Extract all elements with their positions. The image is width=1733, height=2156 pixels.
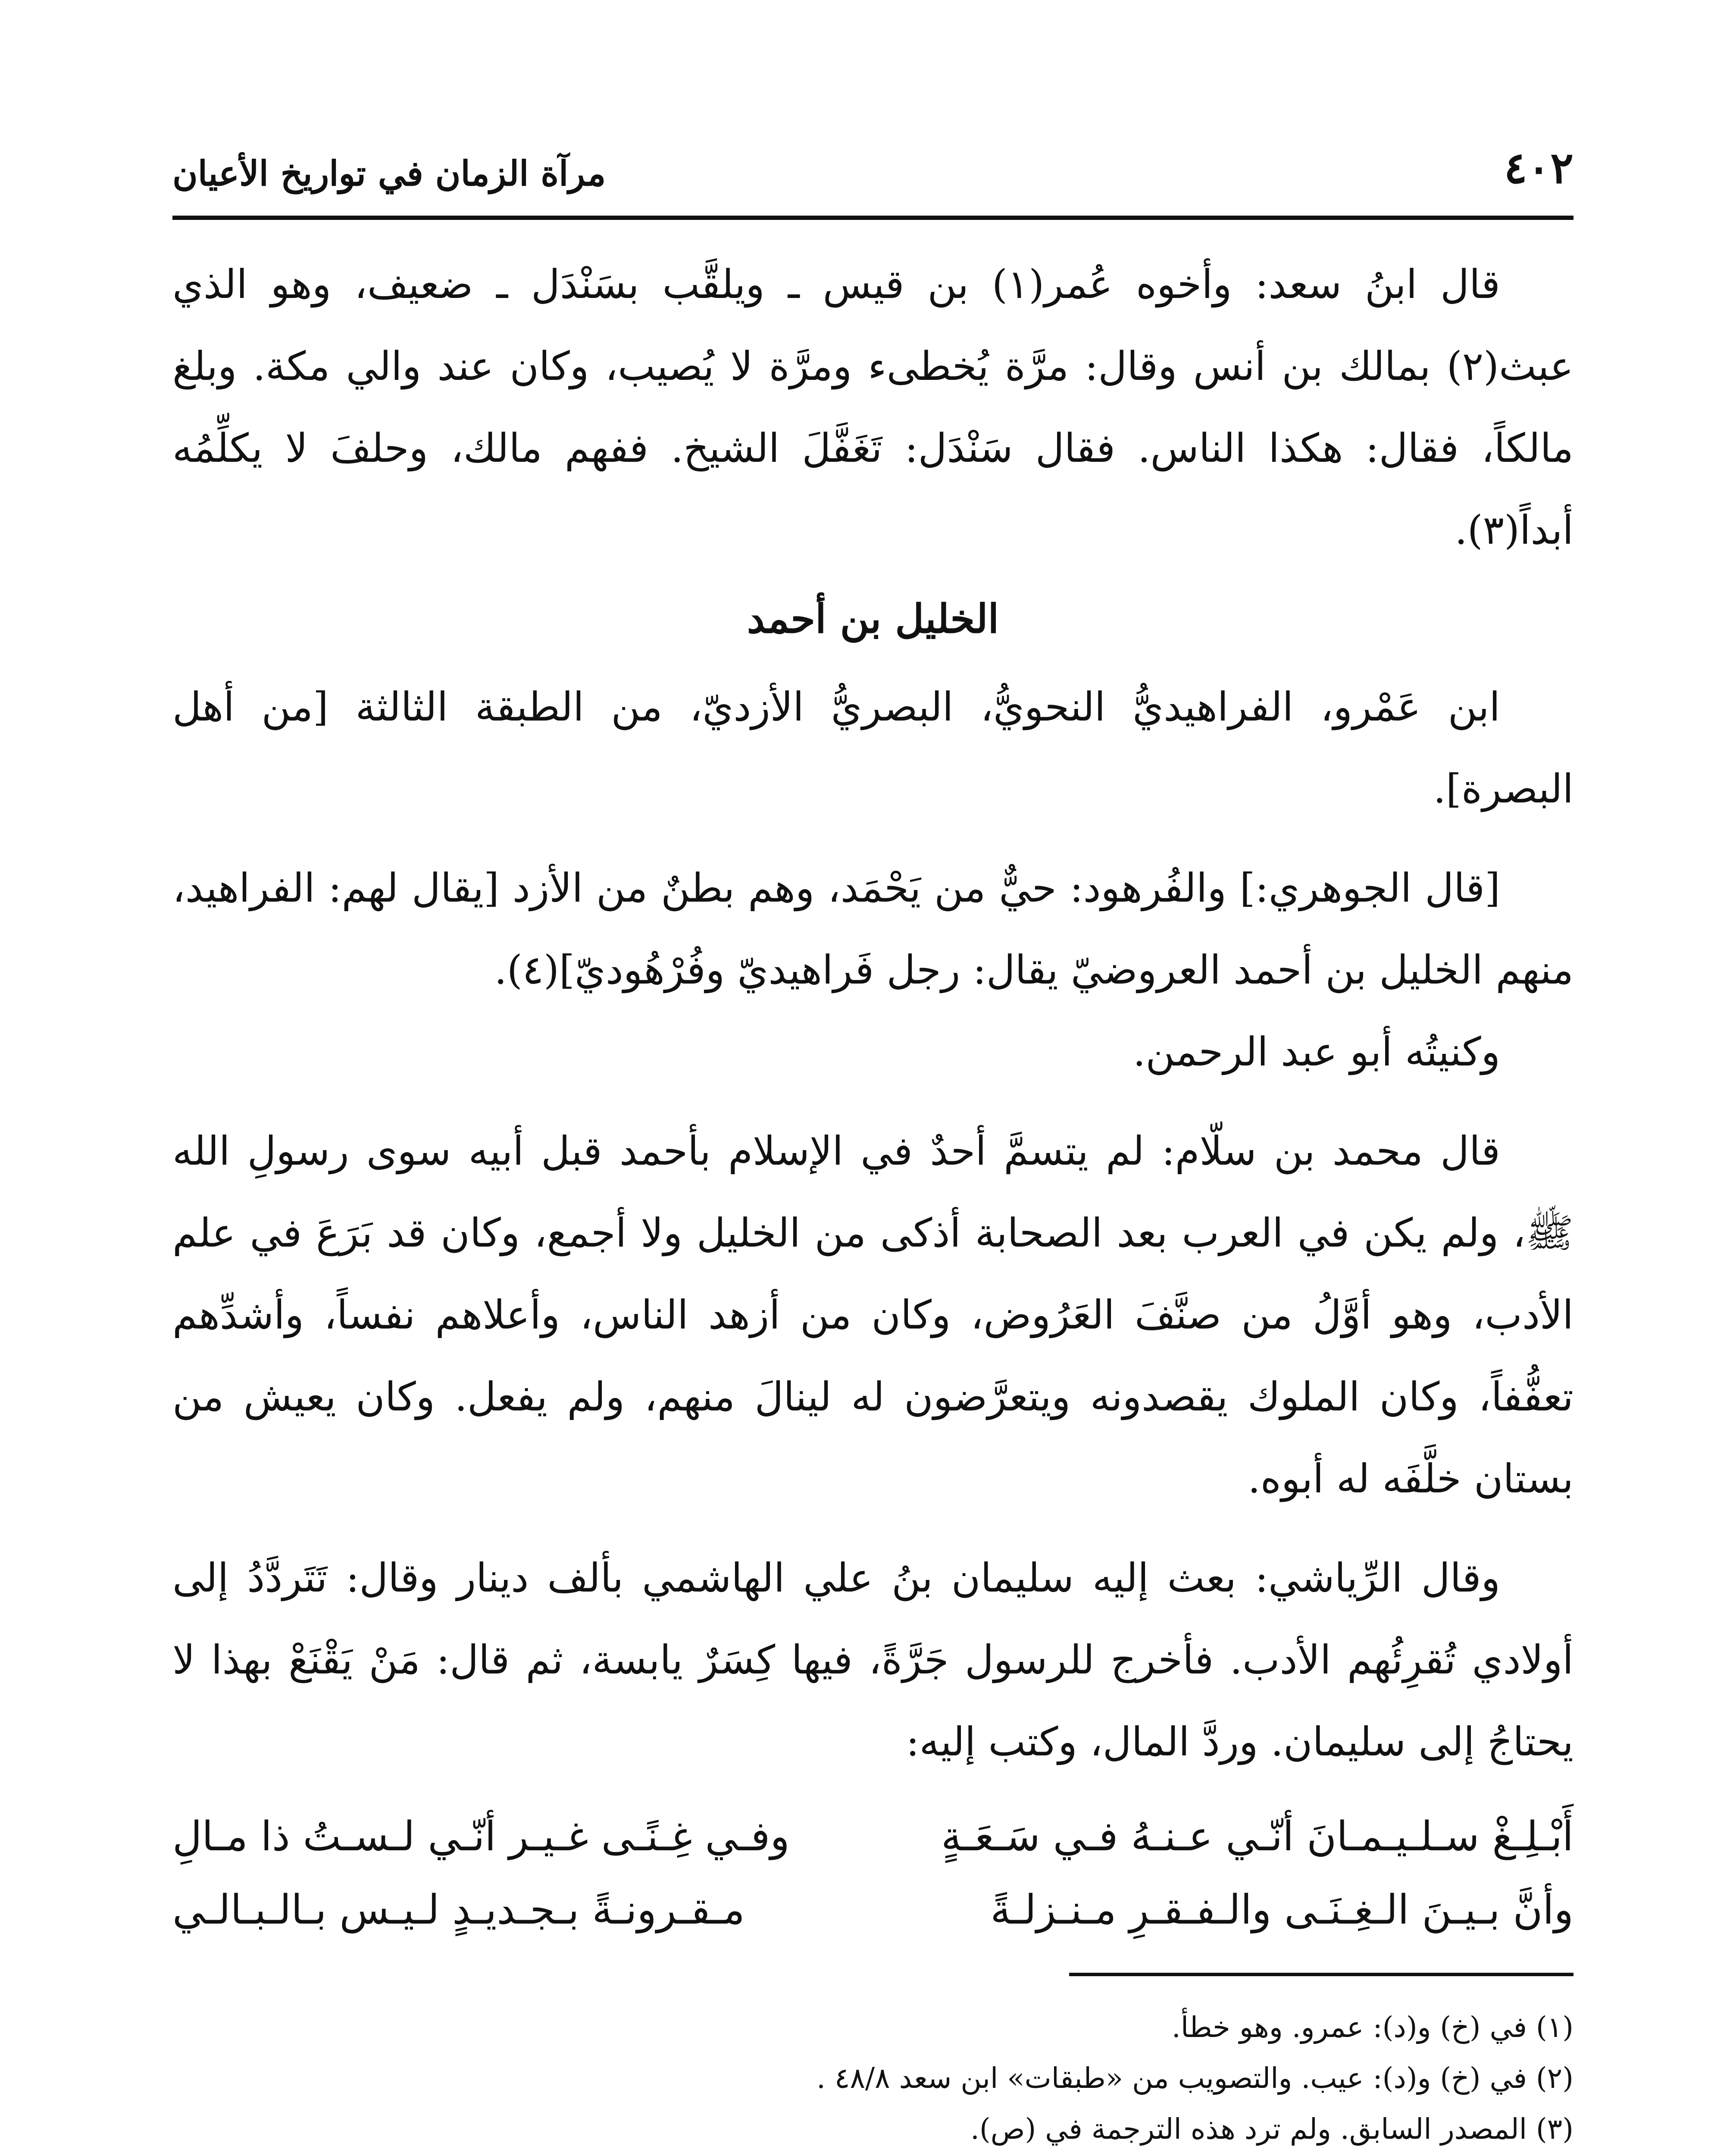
section-heading: الخليل بن أحمد	[747, 595, 999, 642]
poem-line-2-second-hemistich: مـقـرونـةً بـجـديـدٍ لـيـس بـالـبـالـي	[172, 1887, 745, 1934]
poem-line-1-second-hemistich: وفـي غِـنًـى غـيـر أنّـي لـسـتُ ذا مـالِ	[172, 1813, 790, 1860]
poem-line-1-first-hemistich: أَبْـلِـغْ سـلـيـمـانَ أنّـي عـنـهُ فـي سَـعَـةٍ	[941, 1813, 1573, 1860]
paragraph: وكنيتُه أبو عبد الرحمن.	[1133, 1029, 1500, 1075]
paragraph: [قال الجوهري:] والفُرهود: حيٌّ من يَحْمَد، وهم بطنٌ من الأزد [يقال لهم: الفراهيد، منهم الخليل بن أحمد العروضيّ يقال: رجل فَراهيديّ وفُرْهُوديّ](٤).	[172, 865, 1573, 993]
running-title: مرآة الزمان في تواريخ الأعيان	[172, 153, 606, 194]
paragraph: قال محمد بن سلّام: لم يتسمَّ أحدٌ في الإسلام بأحمد قبل أبيه سوى رسولِ الله ﷺ، ولم يكن في العرب بعد الصحابة أذكى من الخليل ولا أجمع، وكان قد بَرَعَ في علم الأدب، وهو أوَّلُ من صنَّفَ العَرُوض، وكان من أزهد الناس، وأعلاهم نفساً، وأشدِّهم تعفُّفاً، وكان الملوك يقصدونه ويتعرَّضون له لينالَ منهم، ولم يفعل. وكان يعيش من بستان خلَّفَه له أبوه.	[172, 1128, 1573, 1502]
footnote: (١) في (خ) و(د): عمرو. وهو خطأ.	[1171, 2011, 1573, 2044]
body-text	[172, 244, 1573, 1783]
footnote: (٣) المصدر السابق. ولم ترد هذه الترجمة في (ص).	[970, 2112, 1573, 2146]
page-number: ٤٠٢	[1504, 142, 1573, 193]
paragraph: ابن عَمْرو، الفراهيديُّ النحويُّ، البصريُّ الأزديّ، من الطبقة الثالثة [من أهل البصرة].	[172, 684, 1573, 812]
book-page	[172, 129, 1573, 2156]
poem	[172, 1800, 1573, 1947]
footnote-divider	[1069, 1973, 1573, 1976]
poem-line-2-first-hemistich: وأنَّ بـيـنَ الـغِـنَـى والـفـقـرِ مـنـزلـةً	[990, 1887, 1573, 1934]
footnote: (٢) في (خ) و(د): عيب. والتصويب من «طبقات» ابن سعد ٤٨/٨ .	[816, 2062, 1573, 2095]
page-header	[172, 129, 1573, 220]
paragraph: وقال الرِّياشي: بعث إليه سليمان بنُ علي الهاشمي بألف دينار وقال: تَتَردَّدُ إلى أولادي تُقرِئُهم الأدب. فأخرج للرسول جَرَّةً، فيها كِسَرٌ يابسة، ثم قال: مَنْ يَقْنَعْ بهذا لا يحتاجُ إلى سليمان. وردَّ المال، وكتب إليه:	[172, 1555, 1573, 1765]
paragraph: قال ابنُ سعد: وأخوه عُمر(١) بن قيس ـ ويلقَّب بسَنْدَل ـ ضعيف، وهو الذي عبث(٢) بمالك بن أنس وقال: مرَّة يُخطىء ومرَّة لا يُصيب، وكان عند والي مكة. وبلغ مالكاً، فقال: هكذا الناس. فقال سَنْدَل: تَغَفَّلَ الشيخ. ففهم مالك، وحلفَ لا يكلِّمُه أبداً(٣).	[172, 261, 1573, 553]
footnotes	[172, 2002, 1573, 2156]
